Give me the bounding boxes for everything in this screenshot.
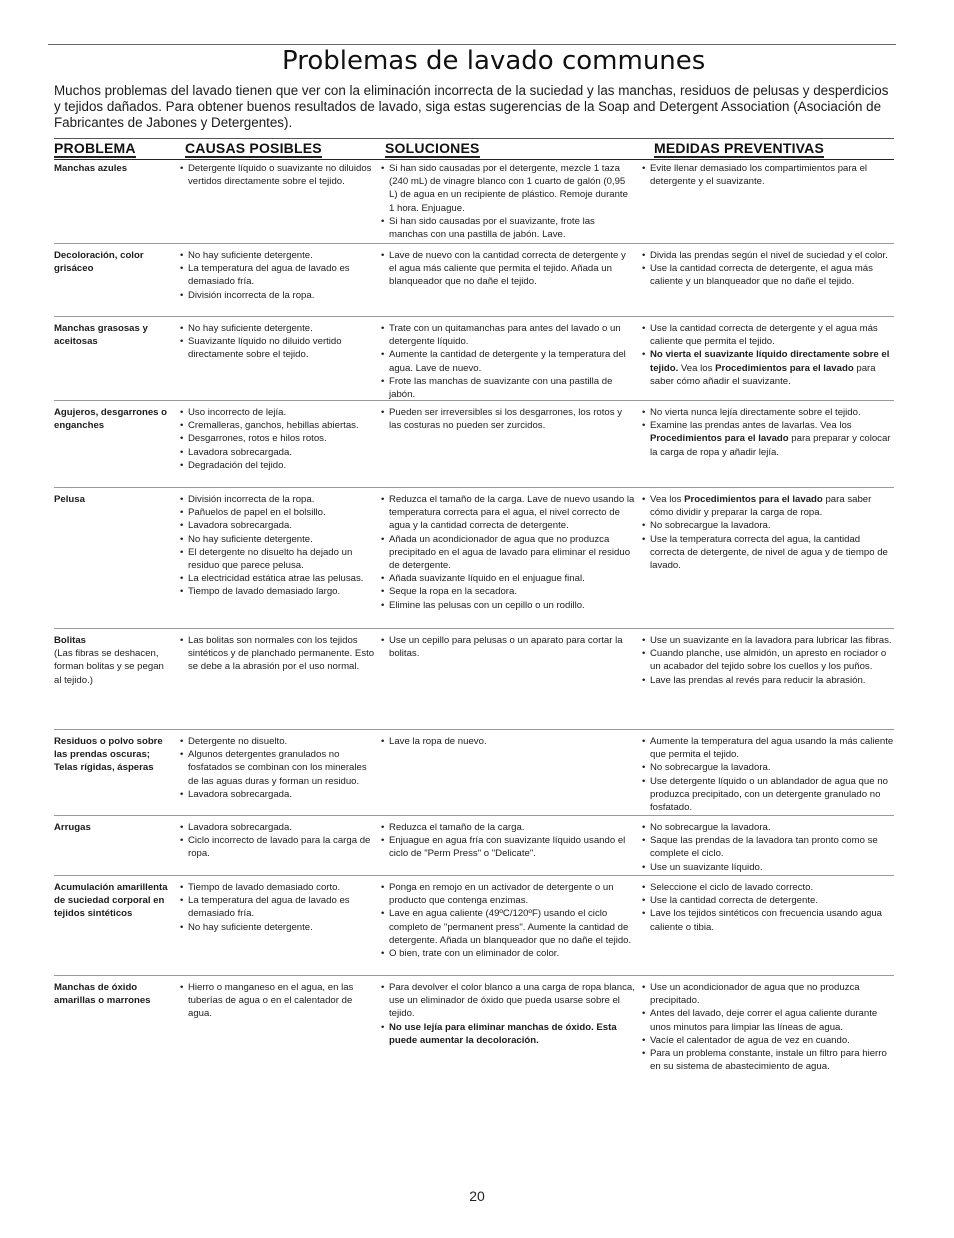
preventive-list	[642, 322, 894, 388]
row-divider	[54, 400, 894, 401]
row-divider	[54, 729, 894, 730]
list-item: • Pueden ser irreversibles si los desgarrones, los rotos y las costuras no pueden ser zurcidos.	[381, 406, 635, 432]
header-solutions: SOLUCIONES	[385, 140, 480, 156]
solutions-list	[381, 406, 635, 432]
list-item: • Las bolitas son normales con los tejidos sintéticos y de planchado permanente. Esto se debe a la abrasión por el uso normal.	[180, 634, 376, 674]
page-title: Problemas de lavado communes	[282, 46, 706, 76]
preventive-cell	[642, 493, 894, 572]
solutions-list	[381, 322, 635, 401]
list-item: • Cremalleras, ganchos, hebillas abiertas.	[180, 419, 376, 432]
problem-title: Manchas grasosas y aceitosas	[54, 323, 148, 348]
solutions-cell	[381, 322, 635, 401]
list-item: • Lavadora sobrecargada.	[180, 821, 376, 834]
problem-cell	[54, 881, 172, 921]
list-item: • Saque las prendas de la lavadora tan pronto como se complete el ciclo.	[642, 834, 894, 860]
list-item: • Cuando planche, use almidón, un apresto en rociador o un acabador del tejido sobre los cuellos y los puños.	[642, 647, 894, 673]
solutions-list	[381, 981, 635, 1047]
solutions-cell	[381, 821, 635, 861]
list-item: • No hay suficiente detergente.	[180, 533, 376, 546]
list-item: • Lavadora sobrecargada.	[180, 788, 376, 801]
causes-list	[180, 735, 376, 801]
problem-title: Manchas azules	[54, 163, 128, 174]
preventive-list	[642, 249, 894, 289]
list-item: • Use un suavizante líquido.	[642, 861, 894, 874]
list-item: • Uso incorrecto de lejía.	[180, 406, 376, 419]
list-item: • La temperatura del agua de lavado es demasiado fría.	[180, 894, 376, 920]
preventive-cell	[642, 406, 894, 459]
header-causes: CAUSAS POSIBLES	[185, 140, 322, 156]
problem-cell	[54, 821, 172, 834]
list-item: • Frote las manchas de suavizante con una pastilla de jabón.	[381, 375, 635, 401]
list-item: • No sobrecargue la lavadora.	[642, 821, 894, 834]
list-item: • Añada suavizante líquido en el enjuague final.	[381, 572, 635, 585]
list-item: • Elimine las pelusas con un cepillo o un rodillo.	[381, 599, 635, 612]
list-item: • Lave de nuevo con la cantidad correcta de detergente y el agua más caliente que permita el tejido. Añada un blanqueador que no dañe el tejido.	[381, 249, 635, 289]
solutions-cell	[381, 493, 635, 612]
problem-title: Agujeros, desgarrones o enganches	[54, 407, 168, 432]
causes-list	[180, 493, 376, 599]
solutions-list	[381, 162, 635, 241]
row-divider	[54, 975, 894, 976]
list-item: • Trate con un quitamanchas para antes del lavado o un detergente líquido.	[381, 322, 635, 348]
list-item: • Si han sido causadas por el suavizante, frote las manchas con una pastilla de jabón. Lave.	[381, 215, 635, 241]
list-item: • Desgarrones, rotos e hilos rotos.	[180, 432, 376, 445]
causes-list	[180, 881, 376, 934]
solutions-cell	[381, 162, 635, 241]
preventive-cell	[642, 162, 894, 188]
preventive-cell	[642, 881, 894, 934]
solutions-cell	[381, 406, 635, 432]
solutions-list	[381, 249, 635, 289]
list-item: • No vierta nunca lejía directamente sobre el tejido.	[642, 406, 894, 419]
list-item: • Use la temperatura correcta del agua, la cantidad correcta de detergente, de nivel de agua y de tiempo de lavado.	[642, 533, 894, 573]
solutions-list	[381, 821, 635, 861]
list-item: • No vierta el suavizante líquido directamente sobre el tejido. Vea los Procedimientos para el lavado para saber cómo añadir el suavizante.	[642, 348, 894, 388]
causes-cell	[180, 406, 376, 472]
problem-cell	[54, 981, 172, 1007]
preventive-list	[642, 493, 894, 572]
list-item: • Use la cantidad correcta de detergente, el agua más caliente y un blanqueador que no dañe el tejido.	[642, 262, 894, 288]
causes-cell	[180, 981, 376, 1021]
problem-title: Residuos o polvo sobre las prendas oscuras; Telas rígidas, ásperas	[54, 736, 163, 774]
causes-cell	[180, 821, 376, 861]
problem-title: Manchas de óxido amarillas o marrones	[54, 982, 151, 1007]
list-item: • Antes del lavado, deje correr el agua caliente durante unos minutos para limpiar las líneas de agua.	[642, 1007, 894, 1033]
list-item: • La electricidad estática atrae las pelusas.	[180, 572, 376, 585]
list-item: • No hay suficiente detergente.	[180, 249, 376, 262]
list-item: • Seleccione el ciclo de lavado correcto.	[642, 881, 894, 894]
preventive-list	[642, 406, 894, 459]
problem-cell	[54, 406, 172, 432]
list-item: • Lavadora sobrecargada.	[180, 446, 376, 459]
preventive-cell	[642, 249, 894, 289]
list-item: • Lave la ropa de nuevo.	[381, 735, 635, 748]
problem-title: Bolitas	[54, 635, 86, 646]
causes-list	[180, 406, 376, 472]
intro-paragraph: Muchos problemas del lavado tienen que ver con la eliminación incorrecta de la suciedad y las manchas, residuos de pelusas y desperdicios y tejidos dañados. Para obtener buenos resultados de lavado, siga estas sugerencias de la Soap and Detergent Association (Asociación de Fabricantes de Jabones y Detergentes).	[54, 83, 889, 130]
list-item: • Use un acondicionador de agua que no produzca precipitado.	[642, 981, 894, 1007]
row-divider	[54, 815, 894, 816]
list-item: • Use la cantidad correcta de detergente.	[642, 894, 894, 907]
row-divider	[54, 487, 894, 488]
list-item: • Para un problema constante, instale un filtro para hierro en su sistema de abastecimiento de agua.	[642, 1047, 894, 1073]
list-item: • No hay suficiente detergente.	[180, 921, 376, 934]
list-item: • O bien, trate con un eliminador de color.	[381, 947, 635, 960]
list-item: • Lave las prendas al revés para reducir la abrasión.	[642, 674, 894, 687]
preventive-cell	[642, 981, 894, 1073]
list-item: • Enjuague en agua fría con suavizante líquido usando el ciclo de "Perm Press" o "Delicate".	[381, 834, 635, 860]
problem-title: Decoloración, color grisáceo	[54, 250, 144, 275]
list-item: • Algunos detergentes granulados no fosfatados se combinan con los minerales de las aguas duras y forman un residuo.	[180, 748, 376, 788]
problem-title: Pelusa	[54, 494, 85, 505]
header-preventive: MEDIDAS PREVENTIVAS	[654, 140, 825, 156]
list-item: • Tiempo de lavado demasiado largo.	[180, 585, 376, 598]
problem-cell	[54, 634, 172, 687]
list-item: • Suavizante líquido no diluido vertido directamente sobre el tejido.	[180, 335, 376, 361]
list-item: • No hay suficiente detergente.	[180, 322, 376, 335]
list-item: • Detergente no disuelto.	[180, 735, 376, 748]
causes-list	[180, 981, 376, 1021]
list-item: • Si han sido causadas por el detergente, mezcle 1 taza (240 mL) de vinagre blanco con 1 cuarto de galón (0,95 L) de agua en un recipiente de plástico. Remoje durante 1 hora. Enjuague.	[381, 162, 635, 215]
solutions-list	[381, 634, 635, 660]
top-rule	[48, 44, 896, 45]
preventive-list	[642, 162, 894, 188]
list-item: • El detergente no disuelto ha dejado un residuo que parece pelusa.	[180, 546, 376, 572]
preventive-cell	[642, 821, 894, 874]
list-item: • Vacíe el calentador de agua de vez en cuando.	[642, 1034, 894, 1047]
causes-list	[180, 634, 376, 674]
header-problem: PROBLEMA	[54, 140, 136, 156]
solutions-cell	[381, 881, 635, 960]
list-item: • Use un suavizante en la lavadora para lubricar las fibras.	[642, 634, 894, 647]
list-item: • Ponga en remojo en un activador de detergente o un producto que contenga enzimas.	[381, 881, 635, 907]
list-item: • Vea los Procedimientos para el lavado para saber cómo dividir y preparar la carga de ropa.	[642, 493, 894, 519]
list-item: • División incorrecta de la ropa.	[180, 289, 376, 302]
list-item: • Divida las prendas según el nivel de suciedad y el color.	[642, 249, 894, 262]
problem-cell	[54, 493, 172, 506]
solutions-cell	[381, 634, 635, 660]
problem-title: Acumulación amarillenta de suciedad corporal en tejidos sintéticos	[54, 882, 168, 920]
preventive-list	[642, 634, 894, 687]
list-item: • Reduzca el tamaño de la carga. Lave de nuevo usando la temperatura correcta para el agua, el nivel correcto de agua y la cantidad correcta de detergente.	[381, 493, 635, 533]
list-item: • Hierro o manganeso en el agua, en las tuberías de agua o en el calentador de agua.	[180, 981, 376, 1021]
causes-cell	[180, 322, 376, 362]
list-item: • Aumente la cantidad de detergente y la temperatura del agua. Lave de nuevo.	[381, 348, 635, 374]
list-item: • Use un cepillo para pelusas o un aparato para cortar la bolitas.	[381, 634, 635, 660]
list-item: • No sobrecargue la lavadora.	[642, 761, 894, 774]
causes-list	[180, 821, 376, 861]
list-item: • Degradación del tejido.	[180, 459, 376, 472]
problem-cell	[54, 249, 172, 275]
list-item: • Para devolver el color blanco a una carga de ropa blanca, use un eliminador de óxido que pueda usarse sobre el tejido.	[381, 981, 635, 1021]
preventive-cell	[642, 735, 894, 814]
list-item: • Seque la ropa en la secadora.	[381, 585, 635, 598]
list-item: • Use detergente líquido o un ablandador de agua que no produzca precipitado, con un detergente granulado no fosfatado.	[642, 775, 894, 815]
causes-cell	[180, 735, 376, 801]
list-item: • Lave en agua caliente (49ºC/120ºF) usando el ciclo completo de "permanent press". Aumente la cantidad de detergente. Añada un blanqueador que no dañe el tejido.	[381, 907, 635, 947]
list-item: • Use la cantidad correcta de detergente y el agua más caliente que permita el tejido.	[642, 322, 894, 348]
problem-cell	[54, 322, 172, 348]
solutions-list	[381, 493, 635, 612]
list-item: • No sobrecargue la lavadora.	[642, 519, 894, 532]
preventive-list	[642, 821, 894, 874]
row-divider	[54, 628, 894, 629]
row-divider	[54, 316, 894, 317]
causes-cell	[180, 249, 376, 302]
list-item: • Pañuelos de papel en el bolsillo.	[180, 506, 376, 519]
causes-list	[180, 162, 376, 188]
causes-list	[180, 249, 376, 302]
list-item: • Tiempo de lavado demasiado corto.	[180, 881, 376, 894]
problem-cell	[54, 735, 172, 775]
problem-cell	[54, 162, 172, 175]
list-item: • Evite llenar demasiado los compartimientos para el detergente y el suavizante.	[642, 162, 894, 188]
problem-title: Arrugas	[54, 822, 91, 833]
preventive-cell	[642, 322, 894, 388]
list-item: • Añada un acondicionador de agua que no produzca precipitado en el agua de lavado para eliminar el residuo de detergente.	[381, 533, 635, 573]
list-item: • División incorrecta de la ropa.	[180, 493, 376, 506]
list-item: • La temperatura del agua de lavado es demasiado fría.	[180, 262, 376, 288]
solutions-cell	[381, 981, 635, 1047]
solutions-cell	[381, 249, 635, 289]
preventive-list	[642, 881, 894, 934]
list-item: • Lavadora sobrecargada.	[180, 519, 376, 532]
row-divider	[54, 875, 894, 876]
row-divider	[54, 243, 894, 244]
list-item: • Examine las prendas antes de lavarlas. Vea los Procedimientos para el lavado para preparar y colocar la carga de ropa y añadir lejía.	[642, 419, 894, 459]
list-item: • No use lejía para eliminar manchas de óxido. Esta puede aumentar la decoloración.	[381, 1021, 635, 1047]
causes-list	[180, 322, 376, 362]
list-item: • Reduzca el tamaño de la carga.	[381, 821, 635, 834]
solutions-cell	[381, 735, 635, 748]
page-number: 20	[469, 1188, 485, 1204]
causes-cell	[180, 162, 376, 188]
solutions-list	[381, 735, 635, 748]
table-header	[54, 138, 894, 160]
list-item: • Ciclo incorrecto de lavado para la carga de ropa.	[180, 834, 376, 860]
preventive-list	[642, 735, 894, 814]
list-item: • Aumente la temperatura del agua usando la más caliente que permita el tejido.	[642, 735, 894, 761]
causes-cell	[180, 493, 376, 599]
list-item: • Lave los tejidos sintéticos con frecuencia usando agua caliente o tibia.	[642, 907, 894, 933]
problem-note: (Las fibras se deshacen, forman bolitas y se pegan al tejido.)	[54, 648, 164, 686]
preventive-cell	[642, 634, 894, 687]
solutions-list	[381, 881, 635, 960]
preventive-list	[642, 981, 894, 1073]
causes-cell	[180, 881, 376, 934]
list-item: • Detergente líquido o suavizante no diluidos vertidos directamente sobre el tejido.	[180, 162, 376, 188]
causes-cell	[180, 634, 376, 674]
